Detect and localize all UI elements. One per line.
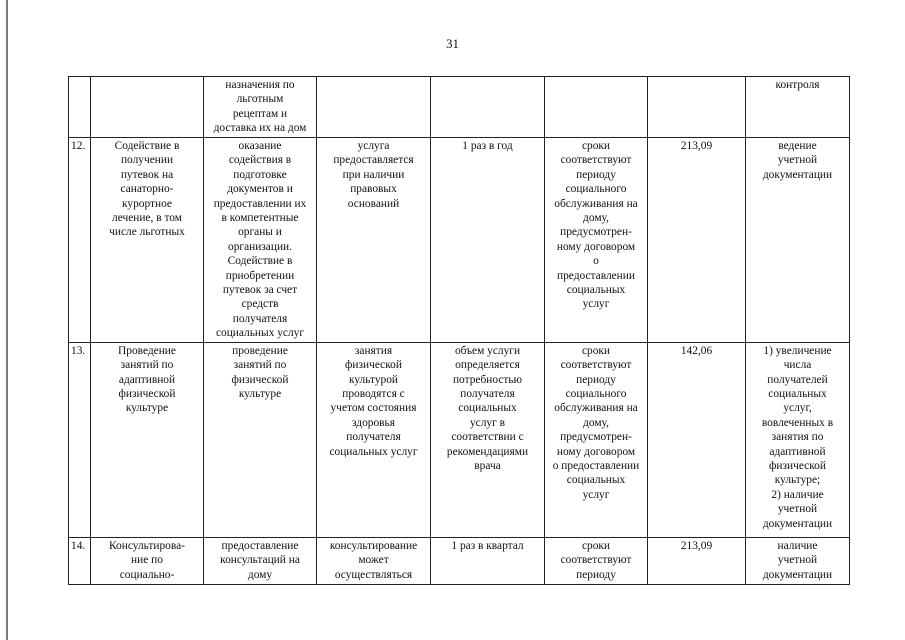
service-content-cell: проведение занятий по физической культуре (204, 342, 317, 537)
service-deadline-cell (545, 77, 648, 138)
table-row (69, 77, 850, 138)
service-cost-cell (648, 77, 746, 138)
service-deadline-cell: сроки соответствуют периоду (545, 537, 648, 584)
service-deadline-cell: сроки соответствуют периоду социального обслуживания на дому, предусмотрен- ному договором о предоставлении социальных услуг (545, 342, 648, 537)
service-quality-cell: ведение учетной документации (746, 138, 850, 343)
service-content-cell: предоставление консультаций на дому (204, 537, 317, 584)
service-conditions-cell: услуга предоставляется при наличии правовых оснований (317, 138, 431, 343)
table-row (69, 138, 850, 343)
service-cost-cell: 142,06 (648, 342, 746, 537)
scan-edge-line (6, 0, 8, 640)
service-deadline-cell: сроки соответствуют периоду социального обслуживания на дому, предусмотрен- ному договором о предоставлении социальных услуг (545, 138, 648, 343)
service-conditions-cell (317, 77, 431, 138)
service-frequency-cell: 1 раз в год (431, 138, 545, 343)
service-cost-cell: 213,09 (648, 537, 746, 584)
service-frequency-cell (431, 77, 545, 138)
service-name-cell (91, 77, 204, 138)
social-services-table (68, 76, 850, 585)
service-name-cell: Содействие в получении путевок на санаторно- курортное лечение, в том числе льготных (91, 138, 204, 343)
service-conditions-cell: консультирование может осуществляться (317, 537, 431, 584)
service-content-cell: оказание содействия в подготовке документов и предоставлении их в компетентные органы и организации. Содействие в приобретении путевок за счет средств получателя социальных услуг (204, 138, 317, 343)
service-quality-cell: наличие учетной документации (746, 537, 850, 584)
service-conditions-cell: занятия физической культурой проводятся с учетом состояния здоровья получателя социальных услуг (317, 342, 431, 537)
page-number: 31 (446, 36, 459, 51)
row-number: 13. (69, 342, 91, 537)
row-number: 12. (69, 138, 91, 343)
service-quality-cell: 1) увеличение числа получателей социальных услуг, вовлеченных в занятия по адаптивной физической культуре; 2) наличие учетной документации (746, 342, 850, 537)
service-cost-cell: 213,09 (648, 138, 746, 343)
row-number (69, 77, 91, 138)
service-quality-cell: контроля (746, 77, 850, 138)
service-name-cell: Проведение занятий по адаптивной физической культуре (91, 342, 204, 537)
table-row (69, 342, 850, 537)
service-frequency-cell: 1 раз в квартал (431, 537, 545, 584)
table-row (69, 537, 850, 584)
row-number: 14. (69, 537, 91, 584)
service-frequency-cell: объем услуги определяется потребностью получателя социальных услуг в соответствии с рекомендациями врача (431, 342, 545, 537)
service-name-cell: Консультирова- ние по социально- (91, 537, 204, 584)
service-content-cell: назначения по льготным рецептам и доставка их на дом (204, 77, 317, 138)
